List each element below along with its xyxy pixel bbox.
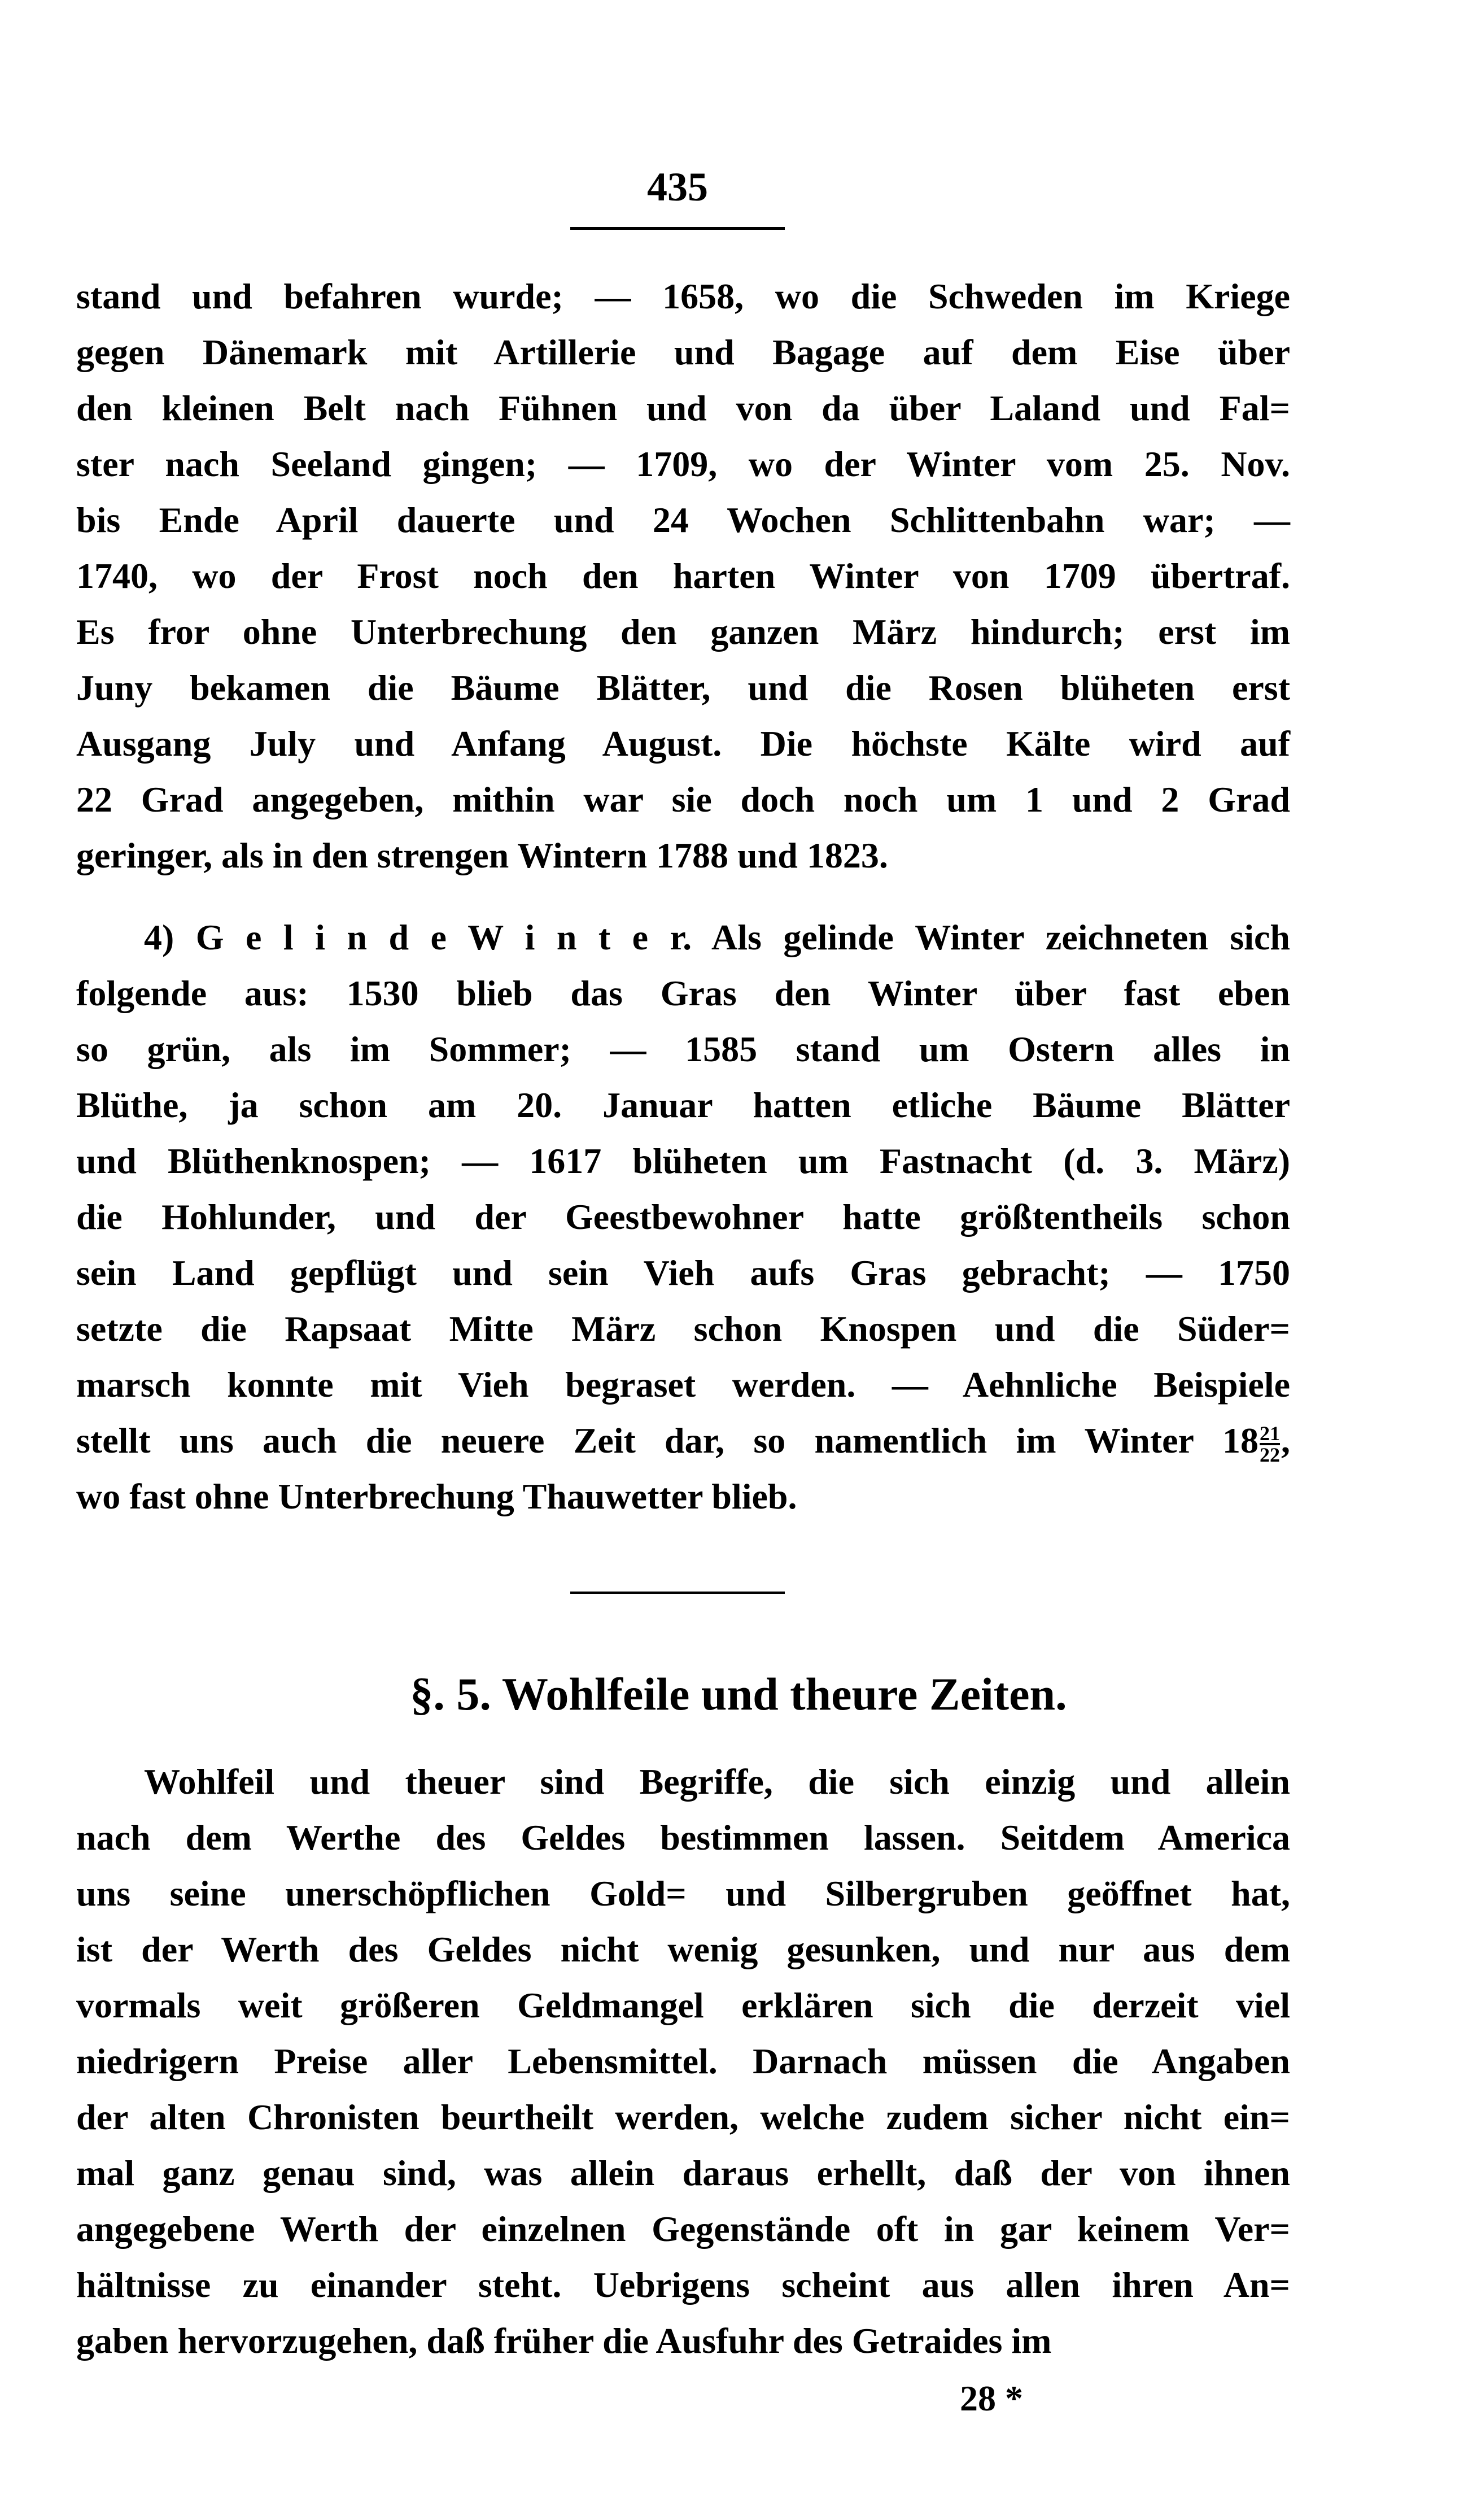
paragraph-mild-winters <box>76 909 1290 1524</box>
line-text: bis Ende April dauerte und 24 Wochen Schlittenbahn war; — <box>76 500 1290 540</box>
text-line <box>76 827 1290 883</box>
line-text: niedrigern Preise aller Lebensmittel. Darnach müssen die Angaben <box>76 2041 1290 2081</box>
line-text: wo fast ohne Unterbrechung Thauwetter blieb. <box>76 1476 797 1516</box>
line-text: Wohlfeil und theuer sind Begriffe, die sich einzig und allein <box>144 1762 1290 1802</box>
text-line <box>76 2145 1290 2201</box>
line-text: stand und befahren wurde; — 1658, wo die Schweden im Kriege <box>76 276 1290 316</box>
text-line <box>76 771 1290 827</box>
line-text: angegebene Werth der einzelnen Gegenstände oft in gar keinem Ver= <box>76 2209 1290 2249</box>
line-text: gegen Dänemark mit Artillerie und Bagage auf dem Eise über <box>76 332 1290 372</box>
line-text: vormals weit größeren Geldmangel erklären sich die derzeit viel <box>76 1985 1290 2025</box>
text-line <box>76 1412 1290 1468</box>
fraction-punctuation: , <box>1281 1420 1290 1460</box>
text-line <box>76 1077 1290 1133</box>
text-line <box>76 1754 1290 1810</box>
fraction-num: 21 <box>1260 1422 1280 1445</box>
section-divider <box>570 1592 785 1594</box>
text-line <box>76 1021 1290 1077</box>
text-line <box>76 2201 1290 2257</box>
line-text: 1740, wo der Frost noch den harten Winter von 1709 übertraf. <box>76 556 1290 596</box>
line-text: und Blüthenknospen; — 1617 blüheten um Fastnacht (d. 3. März) <box>76 1141 1290 1181</box>
text-line <box>76 1921 1290 1977</box>
text-line <box>76 548 1290 604</box>
line-text: sein Land gepflügt und sein Vieh aufs Gras gebracht; — 1750 <box>76 1253 1290 1293</box>
text-line <box>76 604 1290 660</box>
text-line <box>76 1301 1290 1357</box>
header-rule <box>570 227 785 230</box>
line-text: ster nach Seeland gingen; — 1709, wo der Winter vom 25. Nov. <box>76 444 1290 484</box>
text-line <box>76 1865 1290 1921</box>
line-text: geringer, als in den strengen Wintern 1788 und 1823. <box>76 835 888 875</box>
text-line <box>76 660 1290 716</box>
text-line <box>76 436 1290 492</box>
line-text: mal ganz genau sind, was allein daraus erhellt, daß der von ihnen <box>76 2153 1290 2193</box>
line-text: Juny bekamen die Bäume Blätter, und die Rosen blüheten erst <box>76 668 1290 708</box>
paragraph-severe-winters <box>76 268 1290 883</box>
line-text: so grün, als im Sommer; — 1585 stand um Ostern alles in <box>76 1029 1290 1069</box>
line-text: setzte die Rapsaat Mitte März schon Knospen und die Süder= <box>76 1309 1290 1349</box>
line-text: nach dem Werthe des Geldes bestimmen lassen. Seitdem America <box>76 1817 1290 1858</box>
line-text: folgende aus: 1530 blieb das Gras den Winter über fast eben <box>76 973 1290 1013</box>
line-text: die Hohlunder, und der Geestbewohner hatte größtentheils schon <box>76 1197 1290 1237</box>
line-text: ist der Werth des Geldes nicht wenig gesunken, und nur aus dem <box>76 1929 1290 1969</box>
line-text: marsch konnte mit Vieh begraset werden. — Aehnliche Beispiele <box>76 1364 1290 1405</box>
line-text: stellt uns auch die neuere Zeit dar, so namentlich im Winter 18 <box>76 1420 1258 1460</box>
text-line <box>76 716 1290 771</box>
text-line <box>76 2313 1290 2369</box>
text-line <box>76 2089 1290 2145</box>
line-text: hältnisse zu einander steht. Uebrigens scheint aus allen ihren An= <box>76 2265 1290 2305</box>
text-line <box>76 492 1290 548</box>
text-line <box>76 1133 1290 1189</box>
text-line <box>76 1357 1290 1412</box>
text-line <box>76 2257 1290 2313</box>
fraction-den: 22 <box>1260 1444 1280 1467</box>
text-line <box>76 1468 1290 1524</box>
line-text: 4) G e l i n d e W i n t e r. Als gelinde Winter zeichneten sich <box>144 917 1290 957</box>
text-line <box>76 1977 1290 2033</box>
line-text: 22 Grad angegeben, mithin war sie doch noch um 1 und 2 Grad <box>76 779 1290 819</box>
text-line <box>76 380 1290 436</box>
text-line <box>76 268 1290 324</box>
page-number: 435 <box>647 164 708 210</box>
line-text: Blüthe, ja schon am 20. Januar hatten etliche Bäume Blätter <box>76 1085 1290 1125</box>
line-text: den kleinen Belt nach Fühnen und von da über Laland und Fal= <box>76 388 1290 428</box>
section-heading: §. 5. Wohlfeile und theure Zeiten. <box>410 1668 1067 1720</box>
signature-mark: 28 * <box>960 2378 1023 2418</box>
text-line <box>76 965 1290 1021</box>
text-line <box>76 2033 1290 2089</box>
text-line <box>76 909 1290 965</box>
year-fraction <box>1260 1422 1280 1467</box>
text-line <box>76 1245 1290 1301</box>
line-text: uns seine unerschöpflichen Gold= und Silbergruben geöffnet hat, <box>76 1873 1290 1913</box>
text-line <box>76 324 1290 380</box>
text-line <box>76 1189 1290 1245</box>
line-text: Ausgang July und Anfang August. Die höchste Kälte wird auf <box>76 723 1290 764</box>
paragraph-cheap-and-dear-times <box>76 1754 1290 2369</box>
line-text: der alten Chronisten beurtheilt werden, welche zudem sicher nicht ein= <box>76 2097 1290 2137</box>
text-line <box>76 1810 1290 1865</box>
line-text: Es fror ohne Unterbrechung den ganzen März hindurch; erst im <box>76 612 1290 652</box>
line-text: gaben hervorzugehen, daß früher die Ausfuhr des Getraides im <box>76 2321 1052 2361</box>
